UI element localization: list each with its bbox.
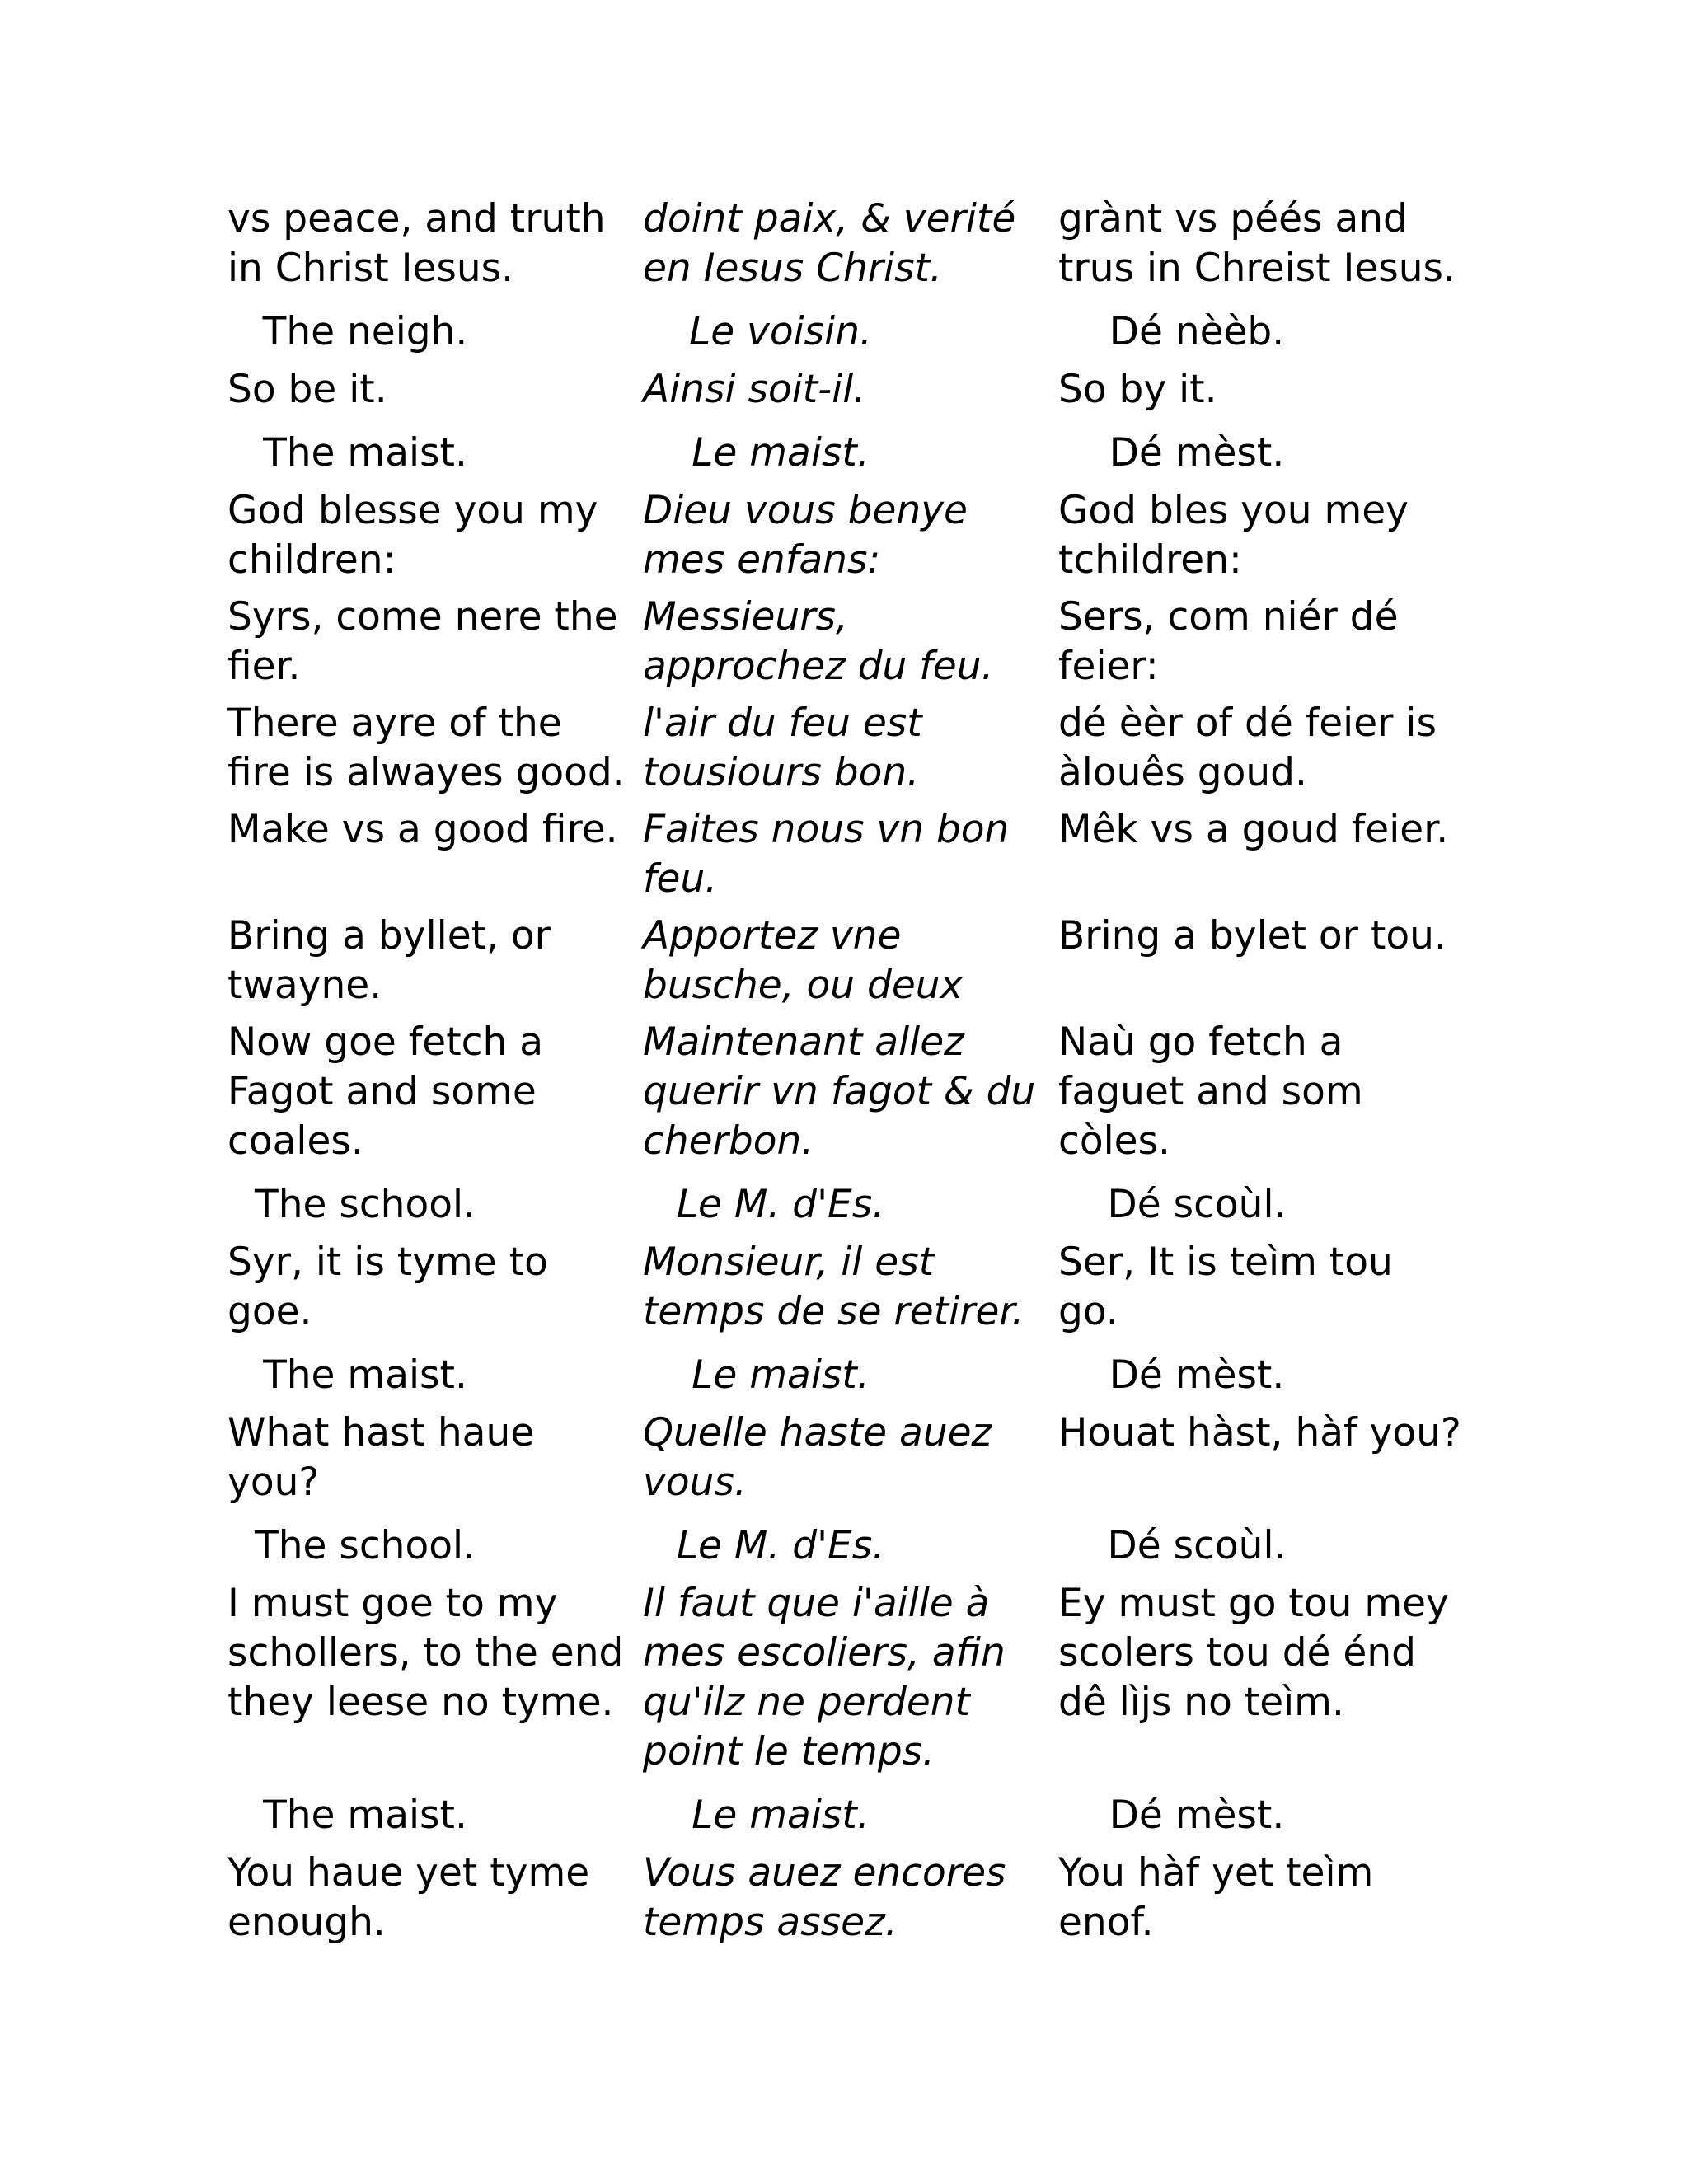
phonetic-text: Houat hàst, hàf you? bbox=[1058, 1410, 1461, 1455]
phonetic-speaker: Dé scoùl. bbox=[1107, 1523, 1287, 1568]
french-text: Faites nous vn bon feu. bbox=[643, 807, 1010, 902]
english-speaker: The school. bbox=[255, 1523, 476, 1568]
french-speaker: Le maist. bbox=[692, 1793, 870, 1838]
french-text: Apportez vne busche, ou deux bbox=[643, 913, 964, 1008]
french-text: l'air du feu est tousiours bon. bbox=[643, 701, 922, 795]
document-page bbox=[227, 194, 1464, 1955]
phonetic-text: Sers, com niér dé feier: bbox=[1058, 594, 1399, 689]
english-speaker: The maist. bbox=[263, 1352, 467, 1398]
english-speaker: The maist. bbox=[263, 430, 467, 476]
phonetic-text: grànt vs péés and trus in Chreist Iesus. bbox=[1058, 196, 1456, 291]
phonetic-text: Naù go fetch a faguet and som còles. bbox=[1058, 1019, 1363, 1164]
phonetic-text: Mêk vs a goud feier. bbox=[1058, 807, 1449, 852]
english-text: Make vs a good fire. bbox=[227, 807, 618, 852]
french-speaker: Le M. d'Es. bbox=[676, 1523, 885, 1568]
french-text: Monsieur, il est temps de se retirer. bbox=[643, 1240, 1025, 1334]
dialogue-row bbox=[227, 1849, 1464, 1955]
speaker-row bbox=[227, 1784, 1464, 1849]
phonetic-text: Ey must go tou mey scolers tou dé énd dê lìjs no teìm. bbox=[1058, 1581, 1449, 1725]
dialogue-row bbox=[227, 805, 1464, 912]
phonetic-speaker: Dé mèst. bbox=[1109, 1793, 1285, 1838]
french-text: doint paix, & verité en Iesus Christ. bbox=[643, 196, 1016, 291]
trilingual-dialogue-table bbox=[227, 194, 1464, 1955]
english-text: Syrs, come nere the fier. bbox=[227, 594, 618, 689]
english-text: vs peace, and truth in Christ Iesus. bbox=[227, 196, 606, 291]
english-speaker: The maist. bbox=[263, 1793, 467, 1838]
english-text: So be it. bbox=[227, 367, 387, 412]
dialogue-row bbox=[227, 1238, 1464, 1344]
dialogue-row bbox=[227, 1018, 1464, 1174]
phonetic-speaker: Dé mèst. bbox=[1109, 1352, 1285, 1398]
phonetic-text: Ser, It is teìm tou go. bbox=[1058, 1240, 1393, 1334]
phonetic-text: You hàf yet teìm enof. bbox=[1058, 1850, 1374, 1945]
french-text: Quelle haste auez vous. bbox=[643, 1410, 992, 1505]
phonetic-text: dé èèr of dé feier is àlouês goud. bbox=[1058, 701, 1437, 795]
speaker-row bbox=[227, 1174, 1464, 1238]
english-text: You haue yet tyme enough. bbox=[227, 1850, 590, 1945]
dialogue-row bbox=[227, 1579, 1464, 1784]
dialogue-row bbox=[227, 912, 1464, 1018]
french-text: Maintenant allez querir vn fagot & du cherbon. bbox=[643, 1019, 1036, 1164]
english-text: I must goe to my schollers, to the end they leese no tyme. bbox=[227, 1581, 624, 1725]
speaker-row bbox=[227, 301, 1464, 365]
dialogue-row bbox=[227, 1408, 1464, 1515]
dialogue-row bbox=[227, 593, 1464, 699]
speaker-row bbox=[227, 422, 1464, 486]
french-text: Messieurs, approchez du feu. bbox=[643, 594, 994, 689]
phonetic-text: Bring a bylet or tou. bbox=[1058, 913, 1447, 958]
french-text: Vous auez encores temps assez. bbox=[643, 1850, 1006, 1945]
french-text: Il faut que i'aille à mes escoliers, afin qu'ilz ne perdent point le temps. bbox=[643, 1581, 1006, 1774]
phonetic-speaker: Dé nèèb. bbox=[1109, 309, 1285, 354]
dialogue-row bbox=[227, 194, 1464, 301]
dialogue-row bbox=[227, 365, 1464, 422]
english-text: Syr, it is tyme to goe. bbox=[227, 1240, 548, 1334]
english-speaker: The neigh. bbox=[262, 309, 468, 354]
dialogue-row bbox=[227, 699, 1464, 805]
french-speaker: Le maist. bbox=[692, 1352, 870, 1398]
phonetic-text: So by it. bbox=[1058, 367, 1217, 412]
english-text: Bring a byllet, or twayne. bbox=[227, 913, 551, 1008]
phonetic-speaker: Dé mèst. bbox=[1109, 430, 1285, 476]
french-speaker: Le M. d'Es. bbox=[676, 1182, 885, 1227]
french-speaker: Le maist. bbox=[692, 430, 870, 476]
french-text: Dieu vous benye mes enfans: bbox=[643, 488, 968, 583]
phonetic-speaker: Dé scoùl. bbox=[1107, 1182, 1287, 1227]
speaker-row bbox=[227, 1344, 1464, 1408]
french-text: Ainsi soit-il. bbox=[643, 367, 866, 412]
english-text: God blesse you my children: bbox=[227, 488, 598, 583]
speaker-row bbox=[227, 1515, 1464, 1579]
dialogue-row bbox=[227, 486, 1464, 593]
english-text: Now goe fetch a Fagot and some coales. bbox=[227, 1019, 543, 1164]
phonetic-text: God bles you mey tchildren: bbox=[1058, 488, 1409, 583]
english-text: What hast haue you? bbox=[227, 1410, 535, 1505]
french-speaker: Le voisin. bbox=[689, 309, 872, 354]
english-speaker: The school. bbox=[255, 1182, 476, 1227]
english-text: There ayre of the fire is alwayes good. bbox=[227, 701, 625, 795]
